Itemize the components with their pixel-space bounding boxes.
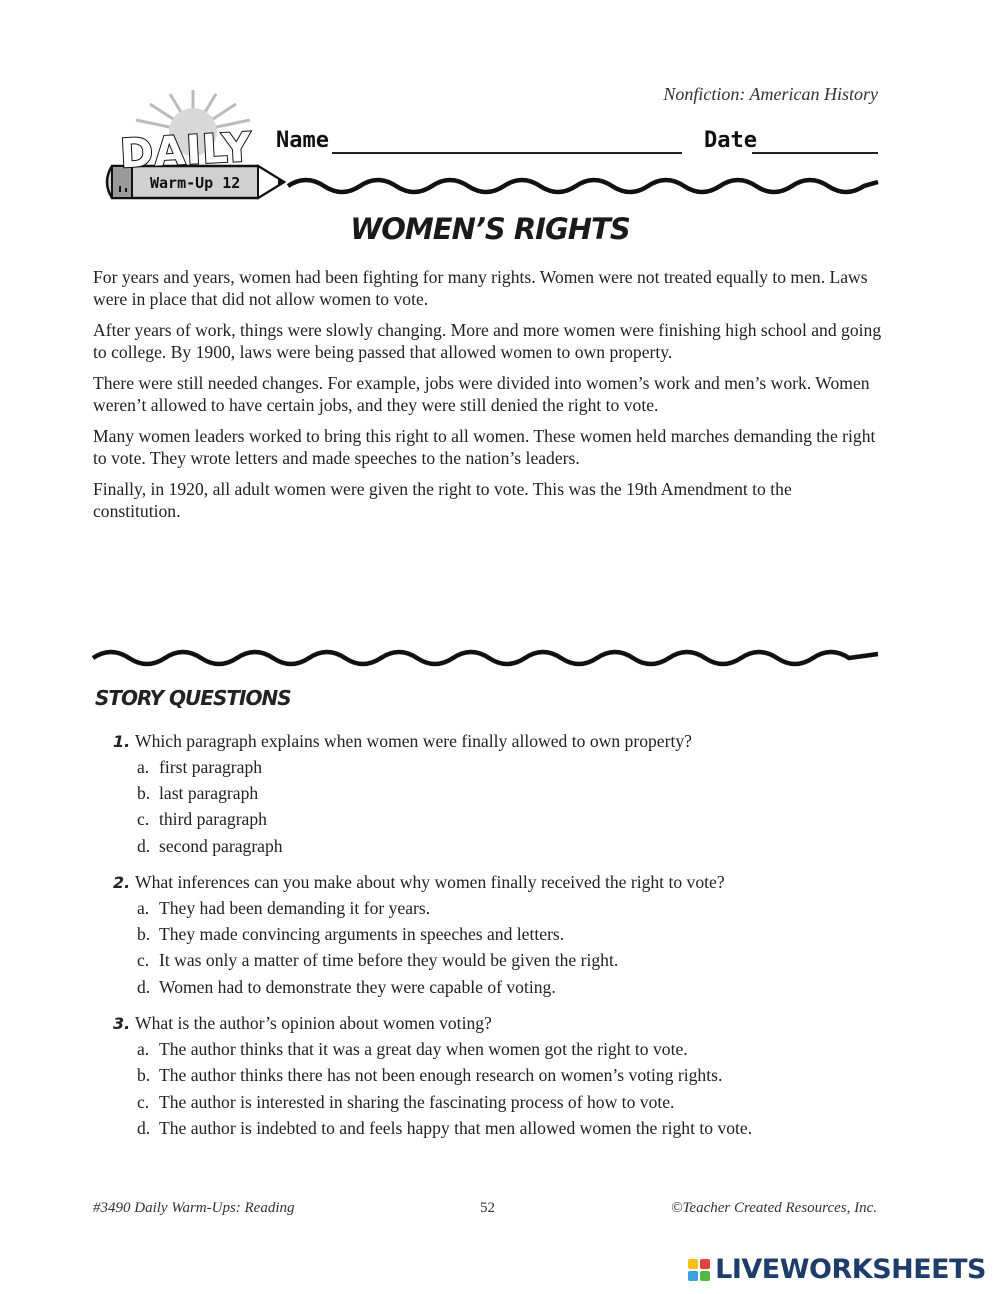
answer-option[interactable] xyxy=(113,948,903,974)
story-paragraph: There were still needed changes. For example, jobs were divided into women’s work and men’s work. Women weren’t allowed to have certain jobs, and they were still denied the right to vote. xyxy=(93,373,870,415)
liveworksheets-block xyxy=(688,1259,698,1269)
answer-option[interactable] xyxy=(113,921,903,947)
option-text: third paragraph xyxy=(159,809,267,830)
option-text: The author thinks there has not been enough research on women’s voting rights. xyxy=(159,1065,723,1086)
option-text: Women had to demonstrate they were capable of voting. xyxy=(159,976,556,997)
question-text: Which paragraph explains when women were finally allowed to own property? xyxy=(135,730,692,751)
answer-option[interactable] xyxy=(113,754,903,780)
liveworksheets-block xyxy=(700,1259,710,1269)
option-text: They made convincing arguments in speeches and letters. xyxy=(159,924,565,945)
answer-option[interactable] xyxy=(113,1036,903,1062)
option-text: first paragraph xyxy=(159,756,263,777)
question-number: 3. xyxy=(113,1013,131,1033)
answer-option[interactable] xyxy=(113,974,903,1000)
option-text: last paragraph xyxy=(159,782,259,803)
date-field[interactable] xyxy=(752,152,878,154)
date-label: Date xyxy=(704,128,757,153)
footer-page-number: 52 xyxy=(480,1200,495,1216)
question-3 xyxy=(113,1010,903,1141)
liveworksheets-block xyxy=(688,1271,698,1281)
option-letter: b. xyxy=(137,1065,151,1086)
name-label: Name xyxy=(276,128,329,153)
liveworksheets-wordmark: LIVEWORKSHEETS xyxy=(715,1254,986,1285)
story-paragraph: After years of work, things were slowly changing. More and more women were finishing high school and going to college. By 1900, laws were being passed that allowed women to own property. xyxy=(93,320,882,362)
story-paragraph: For years and years, women had been fighting for many rights. Women were not treated equally to men. Laws were in place that did not allow women to vote. xyxy=(93,267,868,309)
section-wave-divider xyxy=(0,638,1000,678)
logo-warmup-number: Warm-Up 12 xyxy=(150,174,241,192)
option-text: second paragraph xyxy=(159,835,283,856)
story-paragraph: Many women leaders worked to bring this right to all women. These women held marches demanding the right to vote. They wrote letters and made speeches to the nation’s leaders. xyxy=(93,426,876,468)
option-letter: a. xyxy=(137,897,150,918)
option-letter: b. xyxy=(137,924,151,945)
question-text: What is the author’s opinion about women voting? xyxy=(135,1012,492,1033)
footer-book-title: #3490 Daily Warm-Ups: Reading xyxy=(93,1200,295,1216)
liveworksheets-logo[interactable] xyxy=(688,1254,986,1285)
option-text: The author is indebted to and feels happy that men allowed women the right to vote. xyxy=(159,1117,753,1138)
footer-copyright: ©Teacher Created Resources, Inc. xyxy=(671,1200,877,1216)
option-letter: c. xyxy=(137,950,150,971)
answer-option[interactable] xyxy=(113,1063,903,1089)
option-letter: d. xyxy=(137,835,151,856)
option-letter: c. xyxy=(137,1091,150,1112)
question-text: What inferences can you make about why women finally received the right to vote? xyxy=(135,871,725,892)
question-number: 1. xyxy=(113,731,131,751)
answer-option[interactable] xyxy=(113,780,903,806)
page-title: WOMEN’S RIGHTS xyxy=(350,212,630,246)
option-letter: a. xyxy=(137,756,150,777)
story-paragraph: Finally, in 1920, all adult women were given the right to vote. This was the 19th Amendment to the constitution. xyxy=(93,479,792,521)
header-wave-divider xyxy=(0,164,1000,204)
liveworksheets-block xyxy=(700,1271,710,1281)
questions-list xyxy=(113,728,903,1152)
question-2 xyxy=(113,869,903,1000)
question-1 xyxy=(113,728,903,859)
option-text: The author thinks that it was a great day when women got the right to vote. xyxy=(159,1039,688,1060)
option-text: They had been demanding it for years. xyxy=(159,897,431,918)
option-letter: c. xyxy=(137,809,150,830)
answer-option[interactable] xyxy=(113,895,903,921)
option-text: The author is interested in sharing the fascinating process of how to vote. xyxy=(159,1091,675,1112)
series-label: Nonfiction: American History xyxy=(663,84,878,104)
story-text xyxy=(93,266,883,531)
name-field[interactable] xyxy=(332,152,682,154)
answer-option[interactable] xyxy=(113,1089,903,1115)
answer-option[interactable] xyxy=(113,833,903,859)
liveworksheets-blocks-icon xyxy=(688,1259,710,1281)
option-letter: b. xyxy=(137,782,151,803)
questions-heading: STORY QUESTIONS xyxy=(95,686,291,710)
option-letter: d. xyxy=(137,1117,151,1138)
answer-option[interactable] xyxy=(113,807,903,833)
answer-option[interactable] xyxy=(113,1115,903,1141)
question-number: 2. xyxy=(113,872,131,892)
option-letter: a. xyxy=(137,1039,150,1060)
option-letter: d. xyxy=(137,976,151,997)
option-text: It was only a matter of time before they would be given the right. xyxy=(159,950,619,971)
logo-daily-word: DAILY xyxy=(118,124,254,178)
